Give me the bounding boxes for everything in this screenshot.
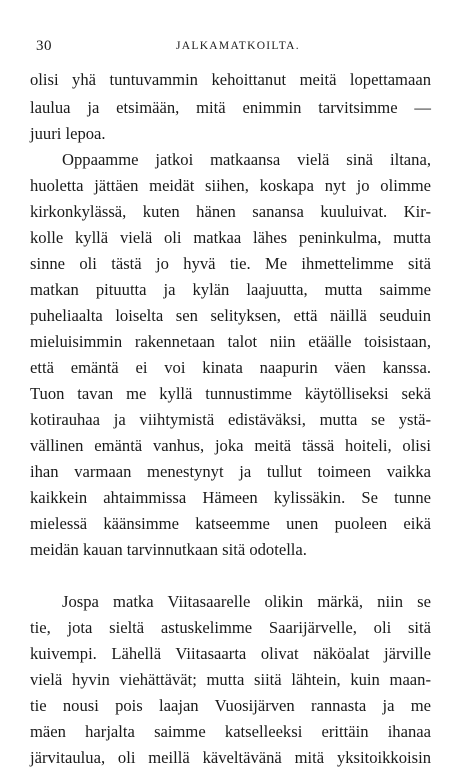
text-line: mielessä käänsimme katseemme unen puoleen eikä [30,514,431,533]
text-line: kotirauhaa ja viihtymistä edistäväksi, mutta se ystä- [30,410,431,429]
text-line: ihan varmaan menestynyt ja tullut toimeen vaikka [30,462,431,481]
text-line: juuri lepoa. [30,124,106,143]
text-line: kirkonkylässä, kuten hänen sanansa kuuluivat. Kir- [30,202,431,221]
text-line: vielä hyvin viehättävät; mutta siitä lähtein, kuin maan- [30,670,431,689]
text-line: että emäntä ei voi kinata naapurin väen kanssa. [30,358,431,377]
text-line: Tuon tavan me kyllä tunnustimme käytölliseksi sekä [30,384,431,403]
text-line: mieluisimmin rakennetaan talot niin etäälle toisistaan, [30,332,431,351]
paragraph-first-line: Jospa matka Viitasaarelle olikin märkä, niin se [62,592,431,611]
text-line: puheliaalta loiselta sen selityksen, että näillä seuduin [30,306,431,325]
text-line: tie, jota sieltä astuskelimme Saarijärvelle, oli sitä [30,618,431,637]
page-header [36,38,436,58]
text-line: laulua ja etsimään, mitä enimmin tarvitsimme — [30,98,431,117]
page-number: 30 [36,38,52,54]
text-line: matkan pituutta ja kylän laajuutta, mutta saimme [30,280,431,299]
text-line: mäen harjalta saimme katselleeksi erittäin ihanaa [30,722,431,741]
text-line: meidän kauan tarvinnutkaan sitä odotella. [30,540,307,559]
text-line: kolle kyllä vielä oli matkaa lähes peninkulma, mutta [30,228,431,247]
text-line: kaikkein ahtaimmissa Hämeen kylissäkin. Se tunne [30,488,431,507]
text-line: huoletta jättäen meidät siihen, koskapa nyt jo olimme [30,176,431,195]
paragraph-first-line: Oppaamme jatkoi matkaansa vielä sinä iltana, [62,150,431,169]
text-line: tie nousi pois laajan Vuosijärven rannasta ja me [30,696,431,715]
text-line: järvitaulua, oli meillä käveltävänä mitä yksitoikkoisin [30,748,431,767]
text-line: olisi yhä tuntuvammin kehoittanut meitä lopettamaan [30,70,431,89]
text-line: vällinen emäntä vanhus, joka meitä tässä hoiteli, olisi [30,436,431,455]
text-line: kuivempi. Lähellä Viitasaarta olivat näköalat järville [30,644,431,663]
running-head: JALKAMATKOILTA. [176,40,300,52]
text-line: sinne oli tästä jo hyvä tie. Me ihmettelimme sitä [30,254,431,273]
